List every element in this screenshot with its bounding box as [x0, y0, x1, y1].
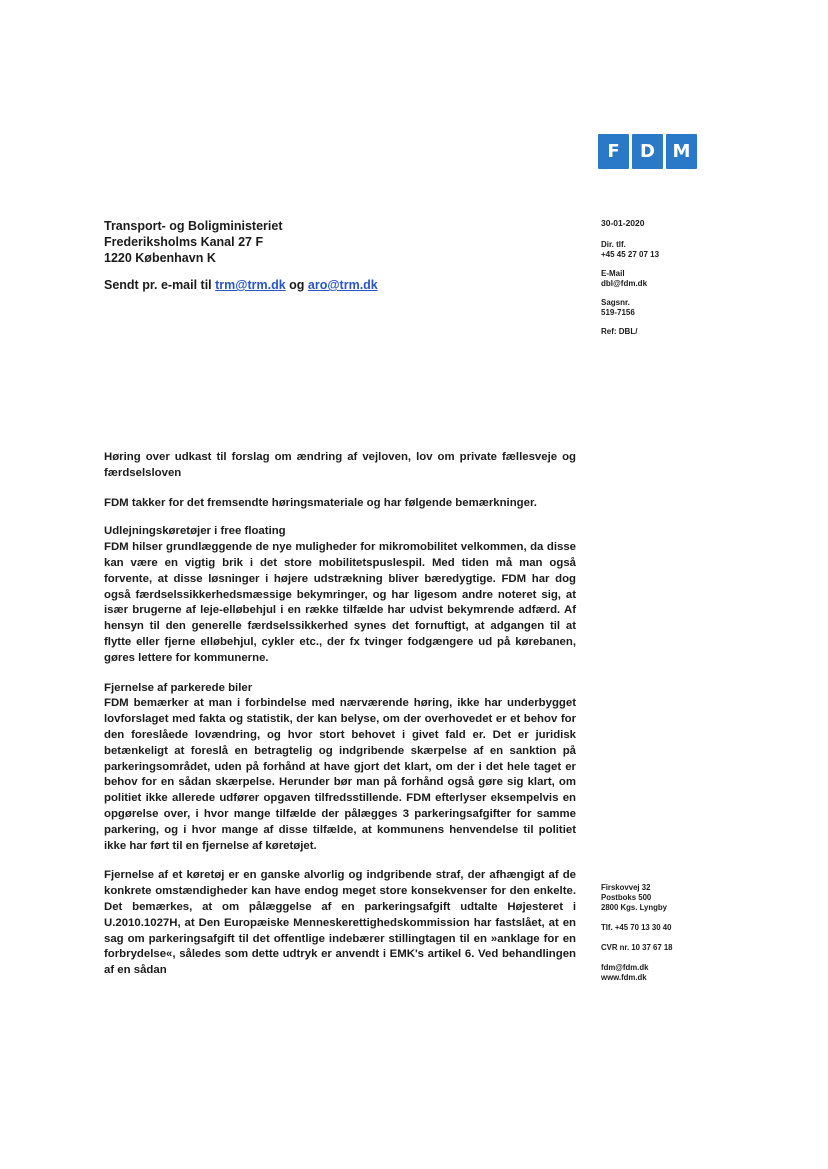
reference: Ref: DBL/ [601, 327, 638, 336]
letter-heading: Høring over udkast til forslag om ændring af vejloven, lov om private fællesveje og færdselsloven [104, 451, 576, 479]
logo-letter-f: F [598, 134, 629, 169]
case-label: Sagsnr. [601, 298, 630, 307]
section-title: Fjernelse af parkerede biler [104, 681, 253, 694]
closing-paragraph: Fjernelse af et køretøj er en ganske alvorlig og indgribende straf, der afhængigt af de konkrete omstændigheder kan have endog meget store konsekvenser for den enkelte. Det bemærkes, at om pålæggelse af en parkeringsafgift udtalte Højesteret i U.2010.1027H, at Den Europæiske Menneskerettighedskommission har fastslået, at en sag om parkeringsafgift til det offentlige indebærer stillingtagen til en »anklage for en forbrydelse«, således som dette udtryk er anvendt i EMK's artikel 6. Ved behandlingen af en sådan [104, 869, 576, 977]
email-link-trm[interactable]: trm@trm.dk [215, 278, 286, 292]
email-link-aro[interactable]: aro@trm.dk [307, 278, 378, 292]
addressee-street: Frederiksholms Kanal 27 F [104, 235, 264, 249]
direct-phone-label: Dir. tlf. [601, 240, 626, 249]
logo-letter-d: D [632, 134, 663, 169]
addressee-name: Transport- og Boligministeriet [104, 219, 283, 233]
contact-box: Postboks 500 [601, 893, 652, 902]
fdm-logo [598, 134, 697, 169]
section-text: FDM hilser grundlæggende de nye muligheder for mikromobilitet velkommen, da disse kan være en vigtig brik i det store mobilitetspuslespil. Med tiden må man også forvente, at disse løsninger i højere udstrækning bliver bæredygtige. FDM har dog også færdselssikkerhedsmæssige bekymringer, og har ligesom andre noteret sig, at især brugerne af leje-elløbehjul i en række tilfælde har udvist bekymrende adfærd. Af hensyn til den generelle færdselssikkerhed synes det fornuftigt, at adgangen til at flytte eller fjerne elløbehjul, cykler etc., der fx tvinger fodgængere ud på kørebanen, gøres lettere for kommunerne. [104, 541, 576, 664]
contact-phone: Tlf. +45 70 13 30 40 [601, 923, 672, 932]
letter-meta [601, 218, 659, 337]
letter-date: 30-01-2020 [601, 218, 645, 228]
section-free-floating [104, 524, 576, 666]
section-removal [104, 681, 576, 855]
contact-email: fdm@fdm.dk [601, 963, 649, 972]
direct-phone-value: +45 45 27 07 13 [601, 250, 660, 259]
contact-cvr: CVR nr. 10 37 67 18 [601, 943, 673, 952]
letter-body [104, 450, 576, 992]
addressee-city: 1220 København K [104, 251, 216, 265]
contact-street: Firskovvej 32 [601, 883, 651, 892]
section-title: Udlejningskøretøjer i free floating [104, 525, 286, 538]
intro-paragraph: FDM takker for det fremsendte høringsmateriale og har følgende bemærkninger. [104, 496, 537, 509]
sent-line [104, 278, 378, 292]
email-label: E-Mail [601, 269, 625, 278]
email-value: dbl@fdm.dk [601, 279, 648, 288]
logo-letter-m: M [666, 134, 697, 169]
case-value: 519-7156 [601, 308, 635, 317]
addressee-block [104, 218, 283, 266]
contact-block [601, 883, 673, 983]
contact-web: www.fdm.dk [601, 973, 647, 982]
sent-middle: og [285, 278, 308, 292]
contact-city: 2800 Kgs. Lyngby [601, 903, 668, 912]
sent-prefix: Sendt pr. e-mail til [104, 278, 216, 292]
section-text: FDM bemærker at man i forbindelse med nærværende høring, ikke har underbygget lovforslaget med fakta og statistik, der kan belyse, om der overhovedet er et behov for den foreslåede lovændring, og hvor stort behovet i givet fald er. Det er juridisk betænkeligt at foreslå en betragtelig og indgribende skærpelse af en sanktion på parkeringsområdet, uden på forhånd at have gjort det klart, om der i det hele taget er behov for en sådan skærpelse. Herunder bør man på forhånd også gøre sig klart, om politiet ikke allerede udfører opgaven tilfredsstillende. FDM efterlyser eksempelvis en opgørelse over, i hvor mange tilfælde der pålægges 3 parkeringsafgifter for samme parkering, og i hvor mange af disse tilfælde, at kommunens henvendelse til politiet ikke har ført til en fjernelse af køretøjet. [104, 697, 576, 852]
